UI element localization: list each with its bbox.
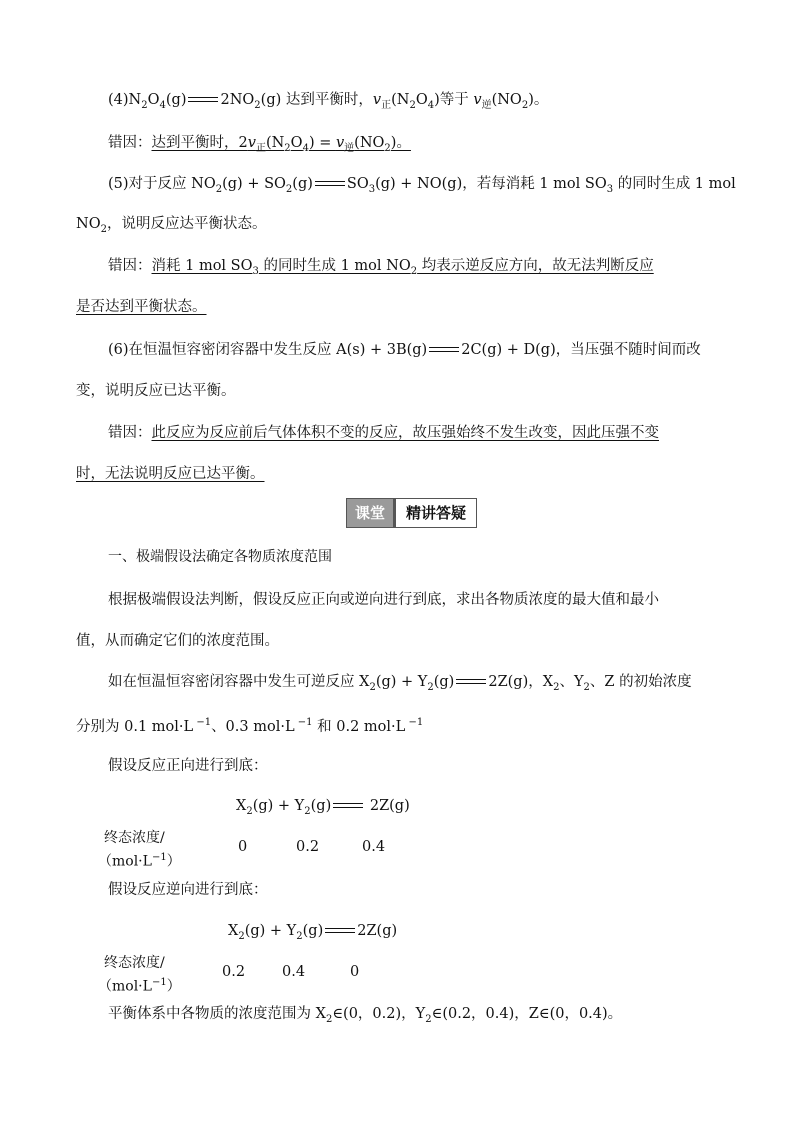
reverse-assumption: 假设反应逆向进行到底： — [108, 882, 268, 898]
question-5-line-1: (5)对于反应 $NO_2(g) + SO_2(g) SO_3(g) + NO(g)$，若每消耗 1 mol $SO_3$ 的同时生成 1 mol — [108, 176, 736, 195]
paragraph-2-line-2: 分别为 0.1 mol·L $^{-1}$、0.3 mol·L $^{-1}$ 和 0.2 mol·L $^{-1}$ — [76, 717, 424, 735]
forward-assumption: 假设反应正向进行到底： — [108, 758, 268, 774]
table1-row-label: 终态浓度/ $(mol\cdot L^{-1})$ — [98, 830, 181, 870]
badge-left-label: 课堂 — [347, 499, 393, 527]
badge-right-label: 精讲答疑 — [393, 499, 476, 527]
equilibrium-arrow-icon — [333, 802, 363, 810]
table1-value-x2: 0 — [238, 839, 248, 855]
equilibrium-arrow-icon — [325, 927, 355, 935]
equilibrium-arrow-icon — [188, 96, 218, 104]
table1-value-z: 0.4 — [362, 839, 386, 855]
table2-value-y2: 0.4 — [282, 964, 306, 980]
question-5-line-2: $NO_2$，说明反应达平衡状态。 — [76, 216, 267, 235]
error-reason-6-line-1: 错因：此反应为反应前后气体体积不变的反应，故压强始终不发生改变，因此压强不变 — [108, 425, 659, 441]
conclusion: 平衡体系中各物质的浓度范围为 $X_2\in(0$，0.2)，$Y_2\in(0.2$，0.4)，Z∈(0，0.4)。 — [108, 1006, 623, 1025]
question-6-line-1: (6)在恒温恒容密闭容器中发生反应 A(s) + 3B(g) 2C(g) + D(g)，当压强不随时间而改 — [108, 342, 701, 358]
error-reason-5-line-1: 错因：消耗 1 mol $SO_3$ 的同时生成 1 mol $NO_2$ 均表示逆反应方向，故无法判断反应 — [108, 258, 654, 277]
paragraph-1-line-2: 值，从而确定它们的浓度范围。 — [76, 633, 279, 649]
equilibrium-arrow-icon — [429, 346, 459, 354]
table1-value-y2: 0.2 — [296, 839, 320, 855]
equilibrium-arrow-icon — [315, 180, 345, 188]
question-4: $(4)N_2O_4(g)$ $2NO_2(g)$ 达到平衡时，$v_正(N_2O_4)$等于 $v_逆(NO_2)$。 — [108, 92, 549, 111]
table1-equation: $X_2(g) + Y_2(g)$ 2Z(g) — [236, 798, 410, 817]
section-badge — [346, 498, 477, 528]
equilibrium-arrow-icon — [456, 678, 486, 686]
table2-equation: $X_2(g) + Y_2(g)$ 2Z(g) — [228, 923, 398, 942]
question-6-line-2: 变，说明反应已达平衡。 — [76, 383, 236, 399]
paragraph-1-line-1: 根据极端假设法判断，假设反应正向或逆向进行到底，求出各物质浓度的最大值和最小 — [108, 592, 659, 608]
table2-value-x2: 0.2 — [222, 964, 246, 980]
error-reason-4: 错因：达到平衡时，$2v_正(N_2O_4) = v_逆(NO_2)$。 — [108, 135, 411, 154]
error-reason-5-line-2: 是否达到平衡状态。 — [76, 299, 207, 315]
table2-row-label: 终态浓度/ $(mol\cdot L^{-1})$ — [98, 955, 181, 995]
section-heading: 一、极端假设法确定各物质浓度范围 — [108, 549, 332, 565]
error-reason-6-line-2: 时，无法说明反应已达平衡。 — [76, 466, 265, 482]
paragraph-2-line-1: 如在恒温恒容密闭容器中发生可逆反应 $X_2(g) + Y_2(g)$ 2Z(g)，$X_2$、$Y_2$、Z 的初始浓度 — [108, 674, 692, 693]
table2-value-z: 0 — [350, 964, 360, 980]
